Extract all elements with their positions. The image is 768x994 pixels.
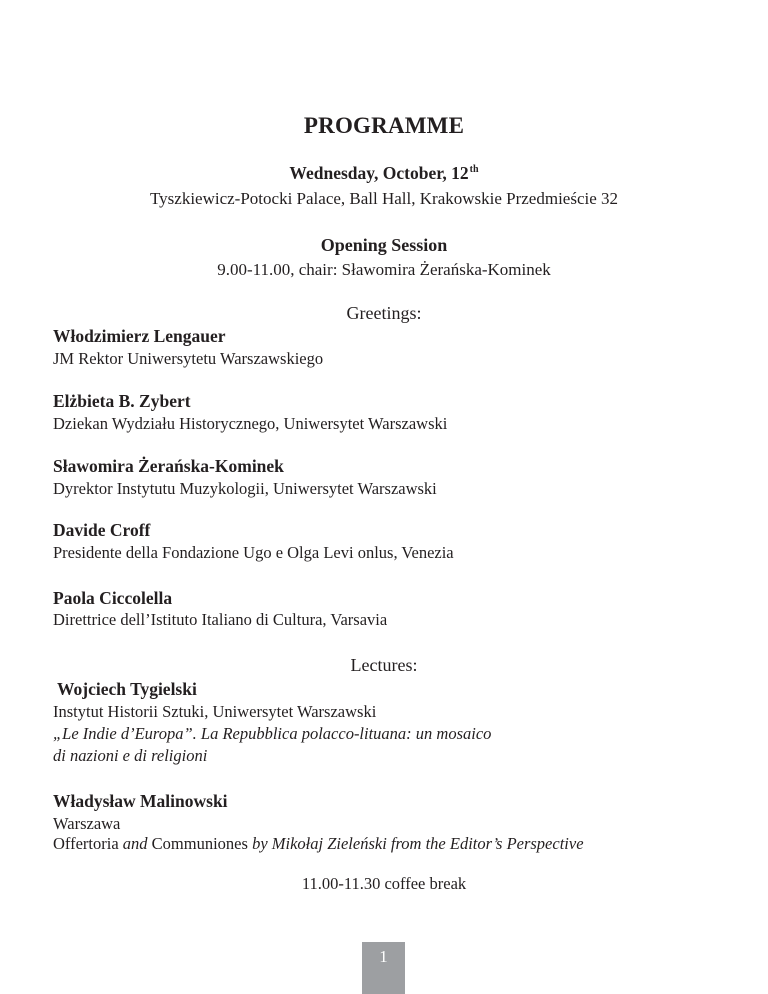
session-title: Opening Session [320,235,448,255]
page-title: PROGRAMME [303,113,465,138]
speaker-role: JM Rektor Uniwersytetu Warszawskiego [53,349,324,368]
lecture-title-part: and [122,834,148,853]
lectures-label: Lectures: [350,655,418,675]
lecture-title-part: by Mikołaj Zieleński from the Editor’s Perspective [252,834,584,853]
day-date-suffix: th [469,164,479,175]
speaker-name: Sławomira Żerańska-Kominek [53,456,284,476]
day-date: Wednesday, October, 12 [289,163,469,183]
page-number-tab: 1 [362,942,405,994]
lecture-title-part: Offertoria [53,834,123,853]
speaker-name: Elżbieta B. Zybert [53,391,191,411]
speaker-role: Dyrektor Instytutu Muzykologii, Uniwersytet Warszawski [53,479,437,498]
lecture-title-line: „Le Indie d’Europa”. La Repubblica polacco-lituana: un mosaico [53,724,492,743]
session-time-chair: 9.00-11.00, chair: Sławomira Żerańska-Kominek [217,260,551,279]
lecturer-name: Wojciech Tygielski [57,679,197,699]
lecturer-affiliation: Warszawa [53,814,121,833]
lecture-title-line: di nazioni e di religioni [53,746,208,765]
lecture-title-part: Communiones [147,834,253,853]
venue: Tyszkiewicz-Potocki Palace, Ball Hall, Krakowskie Przedmieście 32 [149,189,619,208]
lecturer-affiliation: Instytut Historii Sztuki, Uniwersytet Warszawski [53,702,377,721]
day-heading [0,163,768,184]
speaker-name: Davide Croff [53,520,151,540]
speaker-role: Dziekan Wydziału Historycznego, Uniwersytet Warszawski [53,414,448,433]
coffee-break: 11.00-11.30 coffee break [301,874,467,893]
greetings-label: Greetings: [346,303,422,323]
lecturer-name: Władysław Malinowski [53,791,228,811]
lecture-title [53,834,584,854]
speaker-role: Direttrice dell’Istituto Italiano di Cultura, Varsavia [53,610,388,629]
speaker-role: Presidente della Fondazione Ugo e Olga Levi onlus, Venezia [53,543,454,562]
speaker-name: Paola Ciccolella [53,588,173,608]
speaker-name: Włodzimierz Lengauer [53,326,226,346]
